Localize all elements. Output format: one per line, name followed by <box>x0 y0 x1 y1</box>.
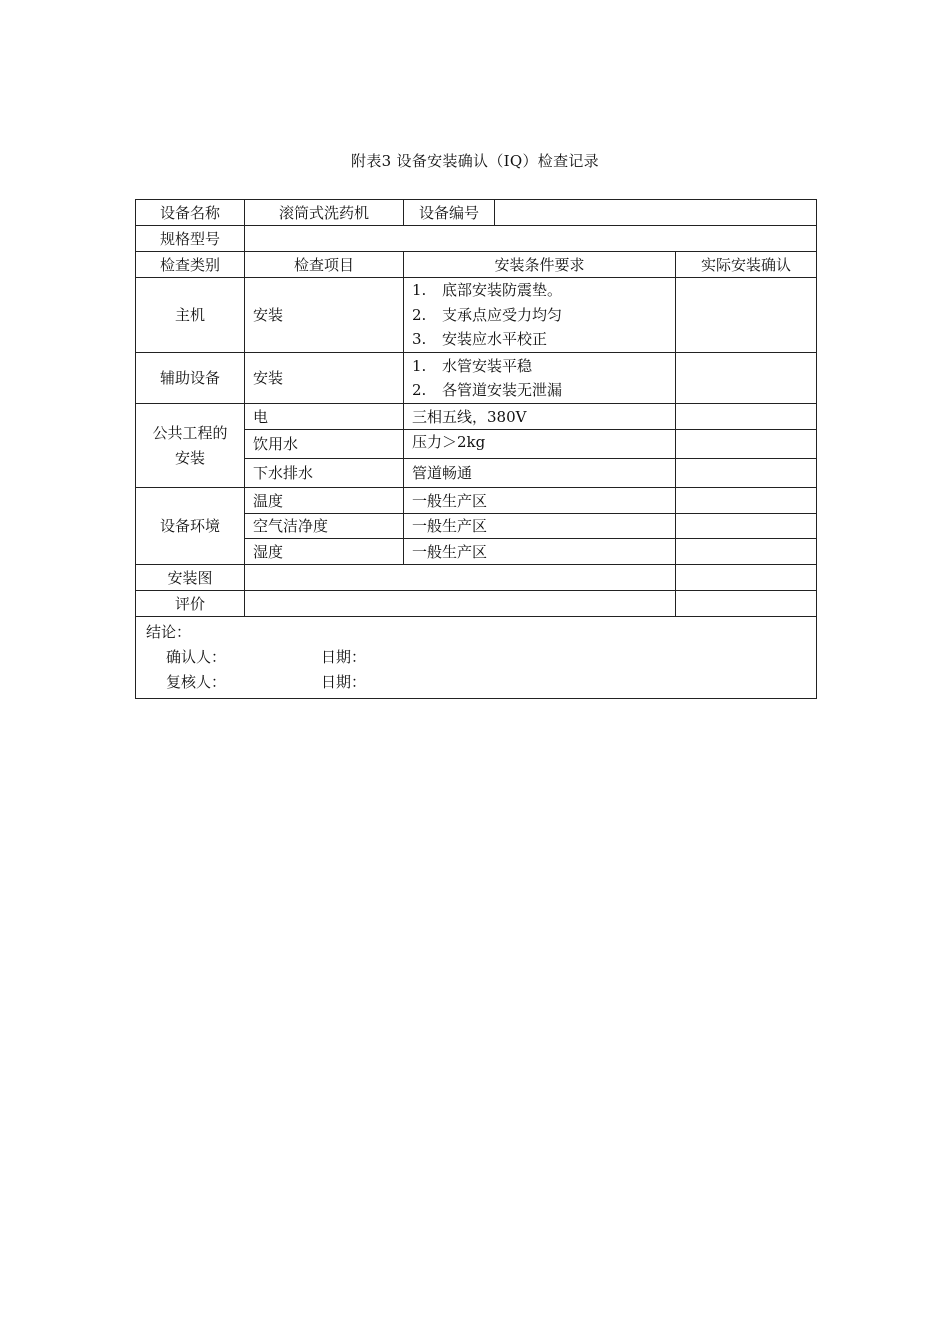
item-temperature: 温度 <box>245 488 404 514</box>
installation-drawing-label: 安装图 <box>136 565 245 591</box>
evaluation-label: 评价 <box>136 591 245 617</box>
col-header-item: 检查项目 <box>245 252 404 278</box>
requirement-item: 3. 安装应水平校正 <box>412 330 548 349</box>
requirement-item: 1. 底部安装防震垫。 <box>412 281 563 300</box>
installation-drawing-value[interactable] <box>245 565 676 591</box>
category-environment: 设备环境 <box>136 488 245 565</box>
confirm-cell-drinking-water[interactable] <box>676 430 817 459</box>
requirement-item: 2. 支承点应受力均匀 <box>412 305 563 324</box>
confirm-cell-temperature[interactable] <box>676 488 817 514</box>
model-label: 规格型号 <box>136 226 245 252</box>
col-header-confirmation: 实际安装确认 <box>676 252 817 278</box>
item-main-install: 安装 <box>245 278 404 353</box>
col-header-category: 检查类别 <box>136 252 245 278</box>
device-number-label: 设备编号 <box>404 200 495 226</box>
item-air-cleanliness: 空气洁净度 <box>245 514 404 539</box>
evaluation-value[interactable] <box>245 591 676 617</box>
conclusion-label: 结论： <box>146 623 192 641</box>
requirement-item: 2. 各管道安装无泄漏 <box>412 381 563 399</box>
confirm-cell-drainage[interactable] <box>676 459 817 488</box>
item-electricity: 电 <box>245 404 404 430</box>
confirmer-date-label: 日期： <box>321 648 367 666</box>
confirm-cell-main[interactable] <box>676 278 817 353</box>
reviewer-row <box>146 670 808 695</box>
requirement-drainage: 管道畅通 <box>404 459 676 488</box>
model-value[interactable] <box>245 226 817 252</box>
device-number-value[interactable] <box>495 200 817 226</box>
requirement-item: 1. 水管安装平稳 <box>412 356 533 375</box>
confirmer-label: 确认人： <box>166 648 227 666</box>
item-aux-install: 安装 <box>245 353 404 404</box>
col-header-requirement: 安装条件要求 <box>404 252 676 278</box>
item-humidity: 湿度 <box>245 539 404 565</box>
confirm-cell-evaluation[interactable] <box>676 591 817 617</box>
device-name-value[interactable]: 滚筒式洗药机 <box>245 200 404 226</box>
requirement-humidity: 一般生产区 <box>404 539 676 565</box>
category-main: 主机 <box>136 278 245 353</box>
requirement-electricity: 三相五线，380V <box>404 404 676 430</box>
requirement-temperature: 一般生产区 <box>404 488 676 514</box>
requirements-aux <box>404 353 676 404</box>
confirm-cell-humidity[interactable] <box>676 539 817 565</box>
reviewer-date-label: 日期： <box>321 673 367 691</box>
category-aux: 辅助设备 <box>136 353 245 404</box>
device-name-label: 设备名称 <box>136 200 245 226</box>
confirm-cell-electricity[interactable] <box>676 404 817 430</box>
iq-check-table <box>135 199 817 699</box>
confirmer-row <box>146 645 808 670</box>
item-drinking-water: 饮用水 <box>245 430 404 459</box>
item-drainage: 下水排水 <box>245 459 404 488</box>
confirm-cell-aux[interactable] <box>676 353 817 404</box>
requirement-drinking-water: 压力＞2kg <box>404 430 676 459</box>
document-title: 附表3 设备安装确认（IQ）检查记录 <box>351 152 599 170</box>
category-public-works: 公共工程的安装 <box>136 404 245 488</box>
conclusion-block <box>136 617 817 699</box>
requirements-main <box>404 278 676 353</box>
reviewer-label: 复核人： <box>166 673 227 691</box>
requirement-air-cleanliness: 一般生产区 <box>404 514 676 539</box>
confirm-cell-drawing[interactable] <box>676 565 817 591</box>
confirm-cell-air-cleanliness[interactable] <box>676 514 817 539</box>
